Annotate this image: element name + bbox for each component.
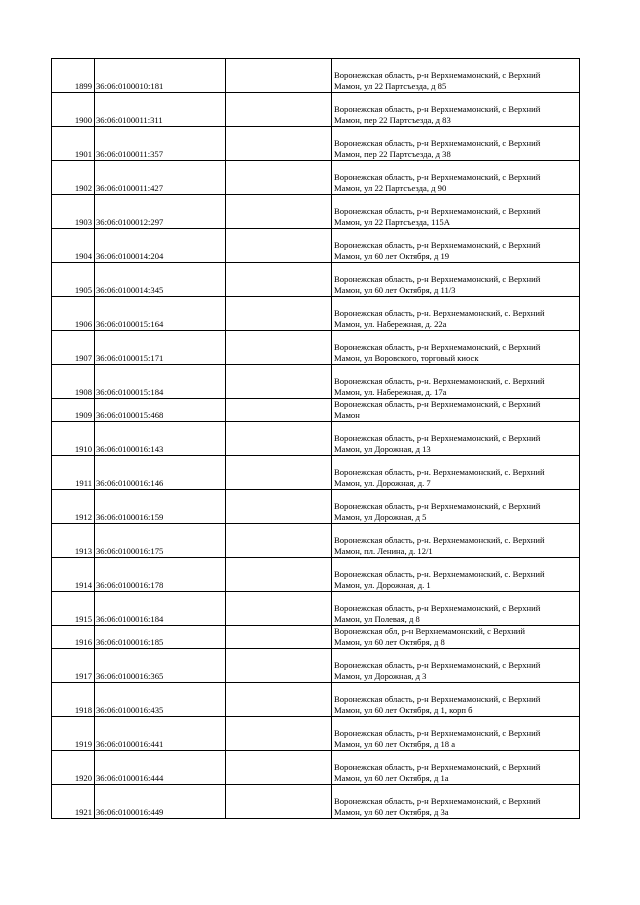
address-line: Воронежская область, р-н Верхнемамонский, с Верхний: [334, 433, 541, 443]
row-number: 1905: [52, 263, 95, 297]
address-line: Мамон: [334, 410, 360, 420]
address-cell: [332, 263, 580, 297]
empty-cell: [226, 524, 332, 558]
address-cell: [332, 683, 580, 717]
row-number: 1911: [52, 456, 95, 490]
empty-cell: [226, 626, 332, 649]
address-line: Мамон, ул 60 лет Октября, д 8: [334, 637, 445, 647]
address-line: Мамон, ул 60 лет Октября, д 3а: [334, 807, 449, 817]
cadastral-number: 36:06:0100014:345: [95, 263, 226, 297]
row-number: 1918: [52, 683, 95, 717]
cadastral-number: 36:06:0100016:143: [95, 422, 226, 456]
address-line: Мамон, ул Дорожная, д 3: [334, 671, 427, 681]
address-line: Воронежская область, р-н. Верхнемамонский, с. Верхний: [334, 308, 545, 318]
table-row: [52, 626, 580, 649]
address-line: Воронежская область, р-н Верхнемамонский, с Верхний: [334, 501, 541, 511]
row-number: 1900: [52, 93, 95, 127]
address-cell: [332, 490, 580, 524]
address-cell: [332, 297, 580, 331]
address-cell: [332, 592, 580, 626]
cadastral-number: 36:06:0100014:204: [95, 229, 226, 263]
cadastral-number: 36:06:0100016:444: [95, 751, 226, 785]
address-line: Мамон, ул Дорожная, д 5: [334, 512, 427, 522]
table-row: [52, 456, 580, 490]
table-row: [52, 331, 580, 365]
cadastral-number: 36:06:0100016:159: [95, 490, 226, 524]
row-number: 1921: [52, 785, 95, 819]
address-cell: [332, 422, 580, 456]
empty-cell: [226, 785, 332, 819]
empty-cell: [226, 331, 332, 365]
address-line: Воронежская область, р-н Верхнемамонский, с Верхний: [334, 728, 541, 738]
row-number: 1902: [52, 161, 95, 195]
address-line: Мамон, пер 22 Партсъезда, д 38: [334, 149, 451, 159]
address-line: Воронежская область, р-н. Верхнемамонский, с. Верхний: [334, 569, 545, 579]
address-line: Воронежская область, р-н Верхнемамонский, с Верхний: [334, 694, 541, 704]
address-cell: [332, 161, 580, 195]
row-number: 1916: [52, 626, 95, 649]
empty-cell: [226, 195, 332, 229]
address-line: Воронежская область, р-н Верхнемамонский, с Верхний: [334, 660, 541, 670]
empty-cell: [226, 683, 332, 717]
table-row: [52, 490, 580, 524]
cadastral-number: 36:06:0100016:184: [95, 592, 226, 626]
row-number: 1913: [52, 524, 95, 558]
table-row: [52, 524, 580, 558]
cadastral-number: 36:06:0100010:181: [95, 59, 226, 93]
address-cell: [332, 649, 580, 683]
empty-cell: [226, 490, 332, 524]
address-line: Мамон, ул 60 лет Октября, д 19: [334, 251, 450, 261]
address-line: Мамон, ул Дорожная, д 13: [334, 444, 431, 454]
address-line: Мамон, пер 22 Партсъезда, д 83: [334, 115, 451, 125]
empty-cell: [226, 592, 332, 626]
row-number: 1909: [52, 399, 95, 422]
address-cell: [332, 127, 580, 161]
address-line: Мамон, ул 60 лет Октября, д 1а: [334, 773, 449, 783]
address-line: Мамон, ул 60 лет Октября, д 18 а: [334, 739, 456, 749]
address-line: Мамон, ул 60 лет Октября, д 11/3: [334, 285, 456, 295]
row-number: 1915: [52, 592, 95, 626]
address-cell: [332, 524, 580, 558]
address-cell: [332, 229, 580, 263]
address-line: Мамон, ул. Дорожная, д. 1: [334, 580, 431, 590]
table-row: [52, 127, 580, 161]
empty-cell: [226, 263, 332, 297]
address-line: Мамон, пл. Ленина, д. 12/1: [334, 546, 433, 556]
row-number: 1919: [52, 717, 95, 751]
address-line: Мамон, ул 22 Партсъезда, 115А: [334, 217, 450, 227]
address-line: Воронежская область, р-н Верхнемамонский, с Верхний: [334, 206, 541, 216]
row-number: 1910: [52, 422, 95, 456]
cadastral-number: 36:06:0100016:146: [95, 456, 226, 490]
cadastral-number: 36:06:0100012:297: [95, 195, 226, 229]
empty-cell: [226, 751, 332, 785]
empty-cell: [226, 161, 332, 195]
table-row: [52, 683, 580, 717]
cadastral-number: 36:06:0100016:449: [95, 785, 226, 819]
address-cell: [332, 59, 580, 93]
address-line: Воронежская область, р-н. Верхнемамонский, с. Верхний: [334, 535, 545, 545]
table-row: [52, 229, 580, 263]
cadastral-number: 36:06:0100015:468: [95, 399, 226, 422]
row-number: 1899: [52, 59, 95, 93]
table-row: [52, 399, 580, 422]
address-line: Воронежская область, р-н Верхнемамонский, с Верхний: [334, 172, 541, 182]
address-line: Мамон, ул 22 Партсъезда, д 90: [334, 183, 447, 193]
cadastral-number: 36:06:0100016:435: [95, 683, 226, 717]
address-cell: [332, 456, 580, 490]
address-cell: [332, 751, 580, 785]
address-cell: [332, 331, 580, 365]
cadastral-number: 36:06:0100015:164: [95, 297, 226, 331]
empty-cell: [226, 717, 332, 751]
empty-cell: [226, 59, 332, 93]
cadastral-number: 36:06:0100015:171: [95, 331, 226, 365]
table-row: [52, 297, 580, 331]
table-row: [52, 785, 580, 819]
table-row: [52, 592, 580, 626]
row-number: 1906: [52, 297, 95, 331]
row-number: 1914: [52, 558, 95, 592]
address-cell: [332, 785, 580, 819]
address-line: Мамон, ул. Набережная, д. 17а: [334, 387, 447, 397]
address-line: Мамон, ул. Дорожная, д. 7: [334, 478, 431, 488]
address-line: Воронежская область, р-н Верхнемамонский, с Верхний: [334, 603, 541, 613]
empty-cell: [226, 229, 332, 263]
table-row: [52, 195, 580, 229]
table-row: [52, 93, 580, 127]
empty-cell: [226, 93, 332, 127]
row-number: 1904: [52, 229, 95, 263]
row-number: 1920: [52, 751, 95, 785]
table-row: [52, 649, 580, 683]
address-cell: [332, 93, 580, 127]
address-line: Мамон, ул Воровского, торговый киоск: [334, 353, 479, 363]
address-line: Воронежская область, р-н Верхнемамонский, с Верхний: [334, 762, 541, 772]
address-line: Воронежская обл, р-н Верхнемамонский, с Верхний: [334, 626, 526, 636]
table-row: [52, 263, 580, 297]
row-number: 1901: [52, 127, 95, 161]
address-line: Воронежская область, р-н. Верхнемамонский, с. Верхний: [334, 467, 545, 477]
empty-cell: [226, 558, 332, 592]
address-cell: [332, 195, 580, 229]
table-row: [52, 365, 580, 399]
table-row: [52, 717, 580, 751]
address-line: Воронежская область, р-н Верхнемамонский, с Верхний: [334, 274, 541, 284]
empty-cell: [226, 422, 332, 456]
address-line: Мамон, ул 60 лет Октября, д 1, корп б: [334, 705, 473, 715]
empty-cell: [226, 456, 332, 490]
cadastral-number: 36:06:0100011:427: [95, 161, 226, 195]
address-line: Воронежская область, р-н Верхнемамонский, с Верхний: [334, 70, 541, 80]
address-line: Мамон, ул. Набережная, д. 22а: [334, 319, 447, 329]
cadastral-number: 36:06:0100011:357: [95, 127, 226, 161]
cadastral-number: 36:06:0100015:184: [95, 365, 226, 399]
address-cell: [332, 365, 580, 399]
cadastral-number: 36:06:0100016:175: [95, 524, 226, 558]
cadastral-number: 36:06:0100016:365: [95, 649, 226, 683]
cadastral-number: 36:06:0100016:441: [95, 717, 226, 751]
table-row: [52, 558, 580, 592]
empty-cell: [226, 649, 332, 683]
cadastral-number: 36:06:0100011:311: [95, 93, 226, 127]
row-number: 1908: [52, 365, 95, 399]
table-row: [52, 751, 580, 785]
row-number: 1917: [52, 649, 95, 683]
cadastral-number: 36:06:0100016:178: [95, 558, 226, 592]
address-cell: [332, 399, 580, 422]
empty-cell: [226, 365, 332, 399]
cadastral-number: 36:06:0100016:185: [95, 626, 226, 649]
empty-cell: [226, 297, 332, 331]
table-row: [52, 161, 580, 195]
empty-cell: [226, 127, 332, 161]
address-line: Воронежская область, р-н Верхнемамонский, с Верхний: [334, 138, 541, 148]
address-line: Воронежская область, р-н Верхнемамонский, с Верхний: [334, 240, 541, 250]
address-cell: [332, 626, 580, 649]
table-row: [52, 59, 580, 93]
address-line: Воронежская область, р-н. Верхнемамонский, с. Верхний: [334, 376, 545, 386]
empty-cell: [226, 399, 332, 422]
property-register-table: [51, 58, 580, 819]
address-line: Воронежская область, р-н Верхнемамонский, с Верхний: [334, 342, 541, 352]
address-cell: [332, 717, 580, 751]
row-number: 1903: [52, 195, 95, 229]
address-line: Воронежская область, р-н Верхнемамонский, с Верхний: [334, 796, 541, 806]
table-row: [52, 422, 580, 456]
address-line: Мамон, ул 22 Партсъезда, д 85: [334, 81, 447, 91]
address-line: Воронежская область, р-н Верхнемамонский, с Верхний: [334, 399, 541, 409]
row-number: 1912: [52, 490, 95, 524]
address-cell: [332, 558, 580, 592]
row-number: 1907: [52, 331, 95, 365]
address-line: Воронежская область, р-н Верхнемамонский, с Верхний: [334, 104, 541, 114]
register-body: [52, 59, 580, 819]
address-line: Мамон, ул Полевая, д 8: [334, 614, 420, 624]
